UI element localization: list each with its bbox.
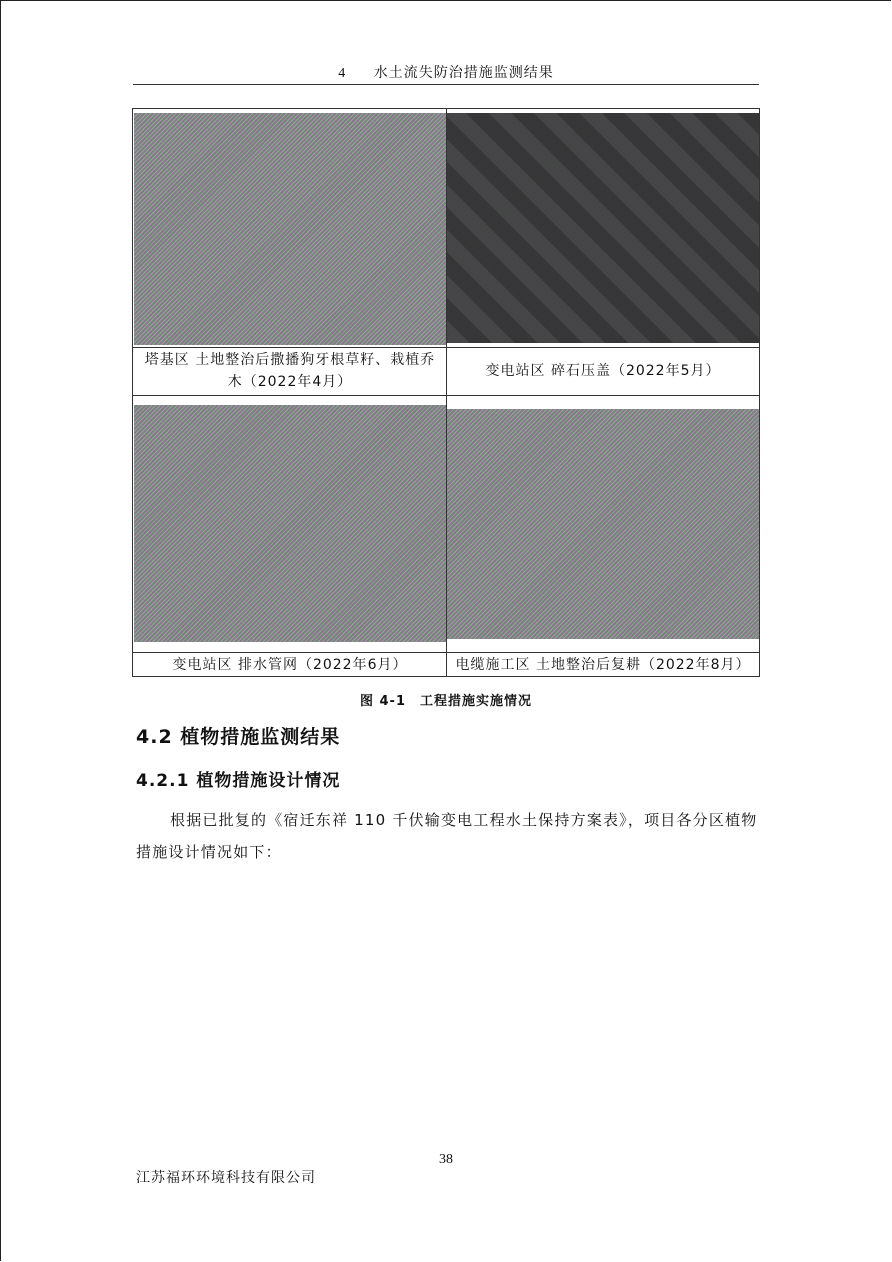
chapter-title: 水土流失防治措施监测结果 <box>373 65 554 81</box>
section-heading: 4.2 植物措施监测结果 <box>136 726 341 748</box>
figure-caption: 图 4-1 工程措施实施情况 <box>359 694 532 709</box>
page-header <box>133 62 759 85</box>
page-number: 38 <box>439 1152 453 1167</box>
photo-tower-area <box>134 113 446 345</box>
photo-caption: 变电站区 碎石压盖（2022年5月） <box>485 363 721 379</box>
subsection-heading: 4.2.1 植物措施设计情况 <box>136 771 341 791</box>
photo-caption: 变电站区 排水管网（2022年6月） <box>172 657 408 673</box>
photo-caption <box>135 349 445 393</box>
footer-company: 江苏福环环境科技有限公司 <box>136 1170 316 1186</box>
table-row-divider <box>133 652 759 653</box>
table-row-divider <box>133 395 446 396</box>
photo-cable-area <box>447 409 759 639</box>
caption-line: 塔基区 土地整治后撒播狗牙根草籽、栽植乔 <box>144 352 436 368</box>
photo-table <box>132 108 760 677</box>
photo-caption: 电缆施工区 土地整治后复耕（2022年8月） <box>455 657 751 673</box>
caption-line: 木（2022年4月） <box>227 374 353 390</box>
table-row-divider <box>447 395 759 396</box>
table-row-divider <box>133 347 759 348</box>
body-paragraph: 根据已批复的《宿迁东祥 110 千伏输变电工程水土保持方案表》，项目各分区植物措施设计情况如下： <box>136 811 758 861</box>
photo-substation-gravel <box>447 113 759 343</box>
photo-substation-drainage <box>134 405 446 642</box>
chapter-number: 4 <box>338 66 347 81</box>
